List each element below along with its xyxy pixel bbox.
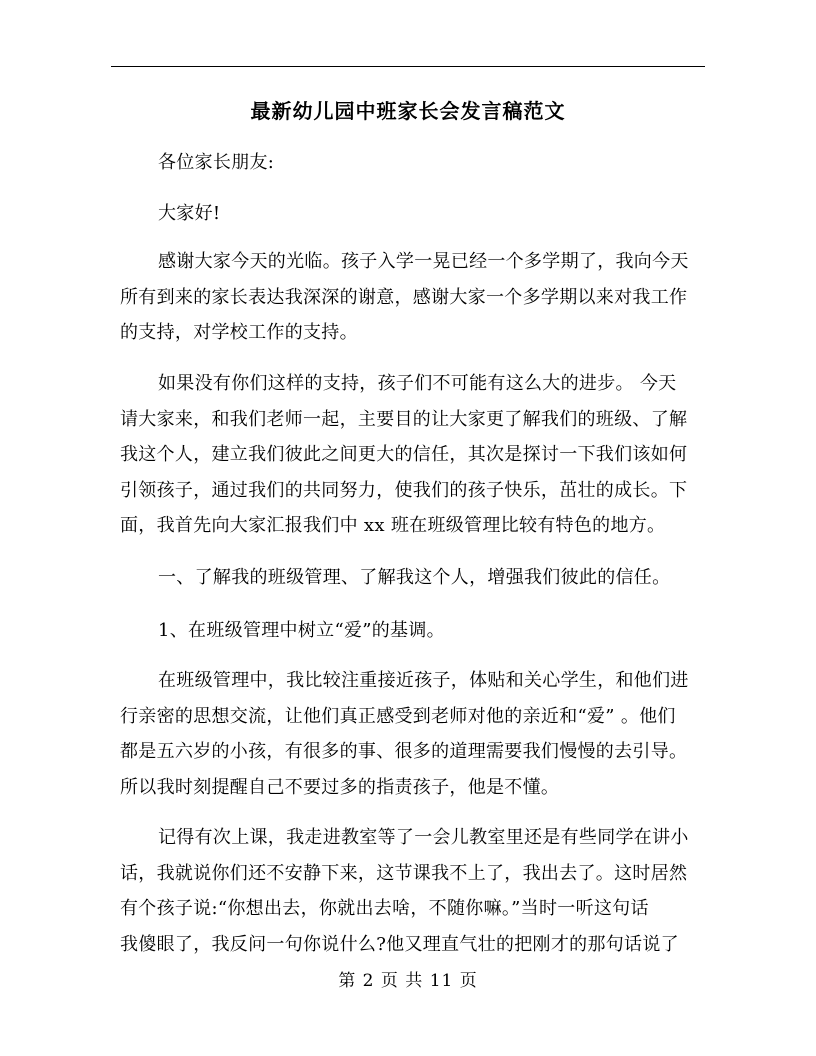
paragraph-6 [120,820,710,962]
section-heading-text: 一、了解我的班级管理、了解我这个人，增强我们彼此的信任。 [158,567,671,588]
subsection-heading [120,613,710,649]
paragraph-line: 引领孩子，通过我们的共同努力，使我们的孩子快乐，茁壮的成长。下 [120,479,688,501]
paragraph-line: 都是五六岁的小孩，有很多的事、很多的道理需要我们慢慢的去引导。 [120,741,688,762]
paragraph-1 [120,244,710,351]
paragraph-line: 所有到来的家长表达我深深的谢意，感谢大家一个多学期以来对我工作 [120,286,688,308]
paragraph-line: 记得有次上课，我走进教室等了一会儿教室里还是有些同学在讲小 [158,827,689,848]
paragraph-line: 如果没有你们这样的支持，孩子们不可能有这么大的进步。 今天 [158,373,677,394]
page-footer: 第 2 页 共 11 页 [338,971,478,991]
paragraph-line: 的支持，对学校工作的支持。 [120,322,358,343]
paragraph-line: 在班级管理中，我比较注重接近孩子，体贴和关心学生，和他们进 [158,670,689,691]
paragraph-line: 感谢大家今天的光临。孩子入学一晃已经一个多学期了，我向今天 [158,251,689,272]
paragraph-line: 话，我就说你们还不安静下来，这节课我不上了，我出去了。这时居然 [120,862,688,884]
paragraph-line: 有个孩子说:“你想出去，你就出去啥，不随你嘛。”当时一听这句话 [120,898,649,919]
hello-line [120,196,710,232]
paragraph-line: 行亲密的思想交流，让他们真正感受到老师对他的亲近和“爱” 。他们 [120,705,676,727]
paragraph-line: 我傻眼了，我反问一句你说什么?他又理直气壮的把刚才的那句话说了 [120,933,679,955]
document-title: 最新幼儿园中班家长会发言稿范文 [250,99,566,123]
subsection-heading-text: 1、在班级管理中树立“爱”的基调。 [158,620,445,641]
paragraph-line: 请大家来，和我们老师一起，主要目的让大家更了解我们的班级、了解 [120,408,688,430]
paragraph-line: 我这个人，建立我们彼此之间更大的信任，其次是探讨一下我们该如何 [120,444,688,465]
greeting-text: 各位家长朋友: [158,152,275,173]
greeting-line [120,145,710,181]
paragraph-line: 面，我首先向大家汇报我们中 xx 班在班级管理比较有特色的地方。 [120,515,666,536]
section-heading [120,560,710,596]
paragraph-2 [120,366,710,544]
paragraph-line: 所以我时刻提醒自己不要过多的指责孩子，他是不懂。 [120,776,560,798]
hello-text: 大家好! [158,203,221,224]
header-rule [111,66,705,67]
paragraph-5 [120,663,710,805]
